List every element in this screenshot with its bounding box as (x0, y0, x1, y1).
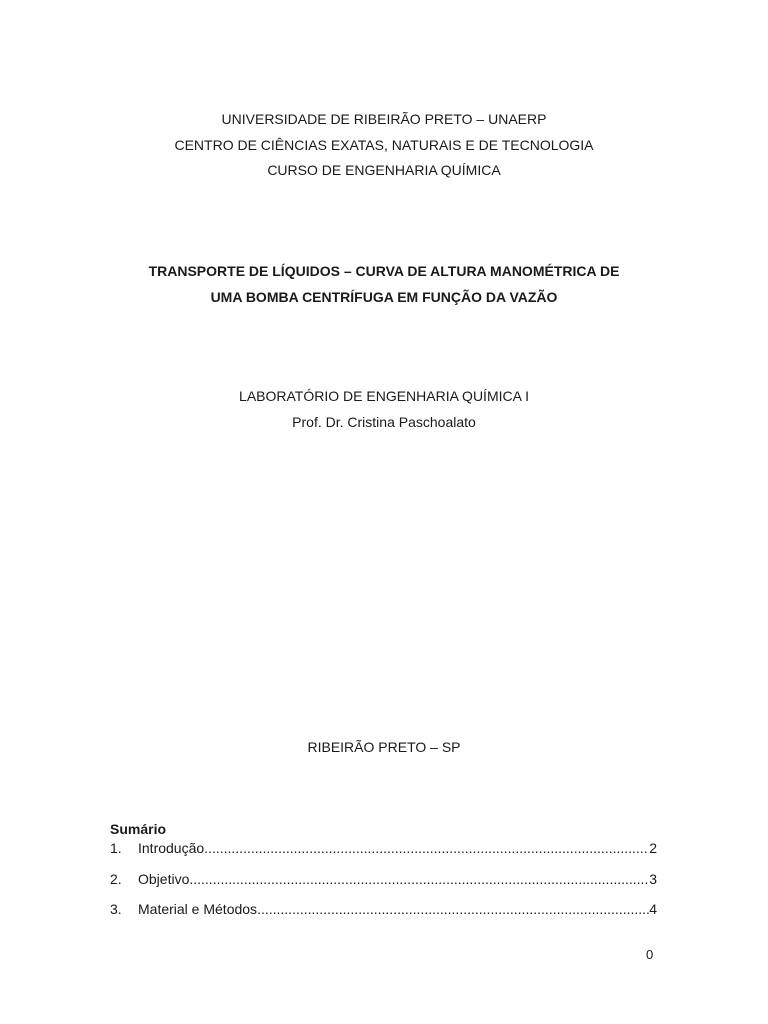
toc-item-number: 3. (110, 901, 122, 917)
toc-item[interactable] (110, 840, 657, 856)
document-title-line-2: UMA BOMBA CENTRÍFUGA EM FUNÇÃO DA VAZÃO (210, 289, 558, 305)
toc-heading: Sumário (110, 821, 167, 837)
course-name: CURSO DE ENGENHARIA QUÍMICA (267, 162, 501, 178)
university-name: UNIVERSIDADE DE RIBEIRÃO PRETO – UNAERP (221, 111, 547, 127)
toc-item-label: Material e Métodos (138, 901, 258, 917)
toc-leader-dots (189, 871, 649, 887)
document-title-line-1: TRANSPORTE DE LÍQUIDOS – CURVA DE ALTURA MANOMÉTRICA DE (148, 263, 620, 279)
toc-leader-dots (204, 840, 649, 856)
center-name: CENTRO DE CIÊNCIAS EXATAS, NATURAIS E DE TECNOLOGIA (174, 137, 594, 153)
lab-name: LABORATÓRIO DE ENGENHARIA QUÍMICA I (239, 388, 529, 404)
professor-name: Prof. Dr. Cristina Paschoalato (292, 414, 476, 430)
toc-item-page: 2 (649, 840, 657, 856)
toc-leader-dots (257, 901, 649, 917)
toc-item-label: Objetivo (138, 871, 190, 887)
toc-item-page: 4 (649, 901, 657, 917)
page-number: 0 (646, 947, 654, 962)
toc-item-number: 1. (110, 840, 122, 856)
toc-item-page: 3 (649, 871, 657, 887)
toc-item-number: 2. (110, 871, 122, 887)
location: RIBEIRÃO PRETO – SP (307, 739, 461, 755)
toc-item[interactable] (110, 901, 657, 917)
toc-item-label: Introdução (138, 840, 205, 856)
toc-item[interactable] (110, 871, 657, 887)
